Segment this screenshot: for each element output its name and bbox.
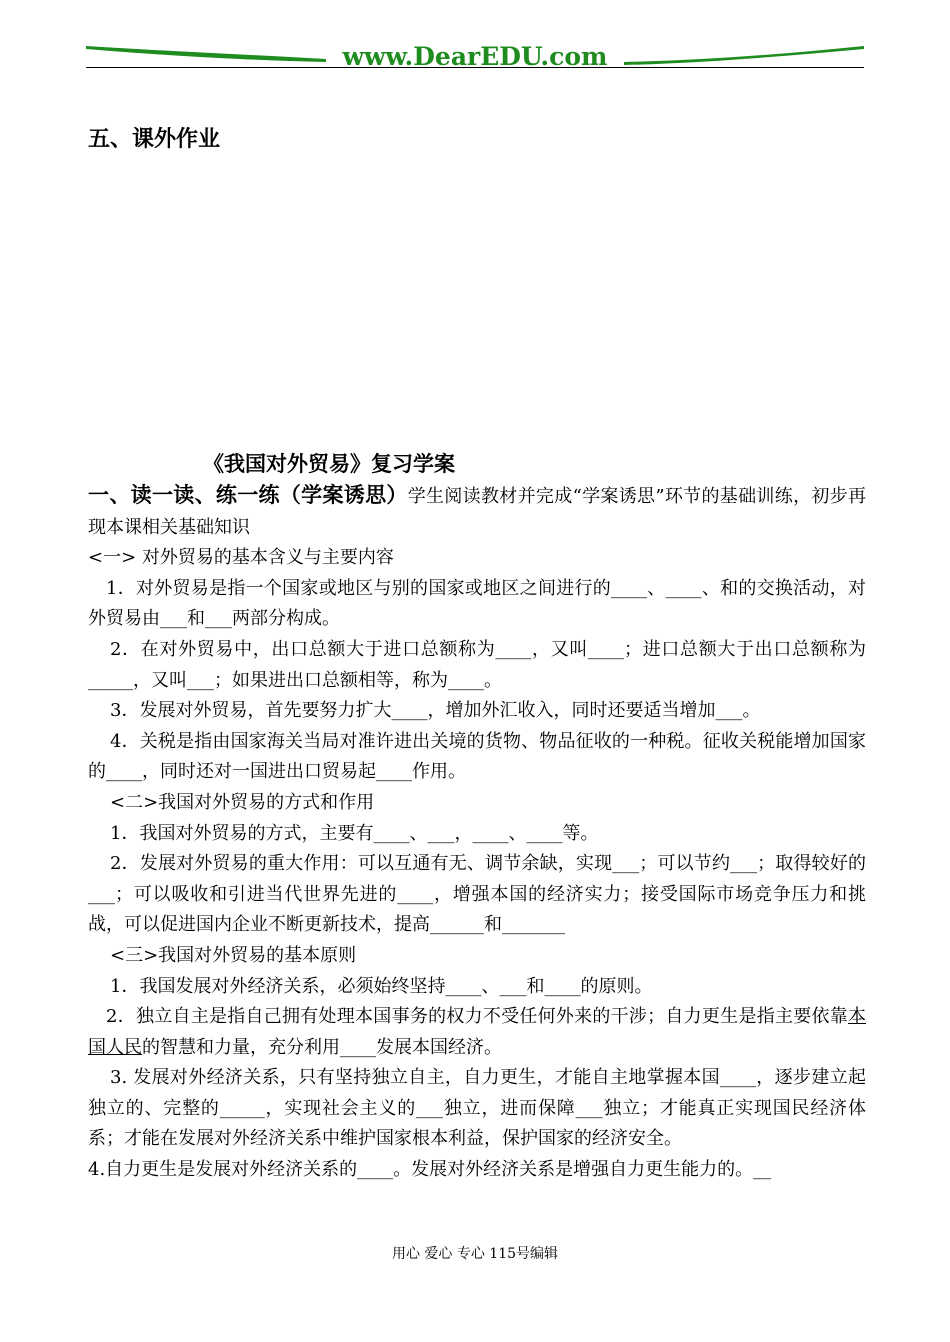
paragraph-8-a: 2．独立自主是指自己拥有处理本国事务的权力不受任何外来的干涉；自力更生是指主要依靠 [106, 1006, 848, 1028]
subheading-2: <二>我国对外贸易的方式和作用 [110, 791, 375, 813]
part1-intro [88, 480, 866, 543]
paragraph-3: 3．发展对外贸易，首先要努力扩大____，增加外汇收入，同时还要适当增加___。 [110, 700, 761, 722]
site-logo: www.DearEDU.com [342, 42, 608, 71]
paragraph-2: 2．在对外贸易中，出口总额大于进口总额称为____，又叫____；进口总额大于出口总额称为_____，又叫___；如果进出口总额相等，称为____。 [88, 638, 866, 691]
page-footer: 用心 爱心 专心 115号编辑 [391, 1246, 559, 1262]
section-heading: 五、课外作业 [88, 126, 221, 152]
document-body [88, 480, 866, 1186]
paragraph-8 [88, 1002, 866, 1063]
header-rule [86, 67, 864, 68]
document-title: 《我国对外贸易》复习学案 [203, 451, 455, 476]
paragraph-1: 1．对外贸易是指一个国家或地区与别的国家或地区之间进行的____、____、和的交换活动，对外贸易由___和___两部分构成。 [88, 577, 866, 630]
paragraph-7: 1．我国发展对外经济关系，必须始终坚持____、___和____的原则。 [110, 975, 653, 997]
part1-intro-text: 学生阅读教材并完成“学案诱思”环节的基础训练，初步再现本课相关基础知识 [88, 486, 867, 538]
paragraph-6: 2．发展对外贸易的重大作用：可以互通有无、调节余缺，实现___；可以节约___；取得较好的___；可以吸收和引进当代世界先进的____，增强本国的经济实力；接受国际市场竞争压力和挑战，可以促进国内企业不断更新技术，提高______和_______ [88, 853, 866, 936]
paragraph-5: 1．我国对外贸易的方式，主要有____、___，____、____等。 [110, 822, 599, 844]
paragraph-8-underlined: 本国人民 [88, 1006, 866, 1058]
left-swoosh-icon [86, 46, 326, 62]
paragraph-10: 4.自力更生是发展对外经济关系的____。发展对外经济关系是增强自力更生能力的。__ [88, 1159, 772, 1181]
subheading-3: <三>我国对外贸易的基本原则 [110, 944, 357, 966]
right-swoosh-icon [624, 46, 864, 65]
part1-heading: 一、读一读、练一练（学案诱思） [88, 482, 408, 507]
paragraph-8-b: 的智慧和力量，充分利用____发展本国经济。 [142, 1036, 502, 1058]
paragraph-9: 3. 发展对外经济关系，只有坚持独立自主，自力更生，才能自主地掌握本国____，逐步建立起独立的、完整的_____，实现社会主义的___独立，进而保障___独立；才能真正实现国民经济体系；才能在发展对外经济关系中维护国家根本利益，保护国家的经济安全。 [88, 1067, 866, 1150]
subheading-1: <一> 对外贸易的基本含义与主要内容 [88, 547, 394, 569]
paragraph-4: 4．关税是指由国家海关当局对准许进出关境的货物、物品征收的一种税。征收关税能增加国家的____，同时还对一国进出口贸易起____作用。 [88, 730, 866, 783]
